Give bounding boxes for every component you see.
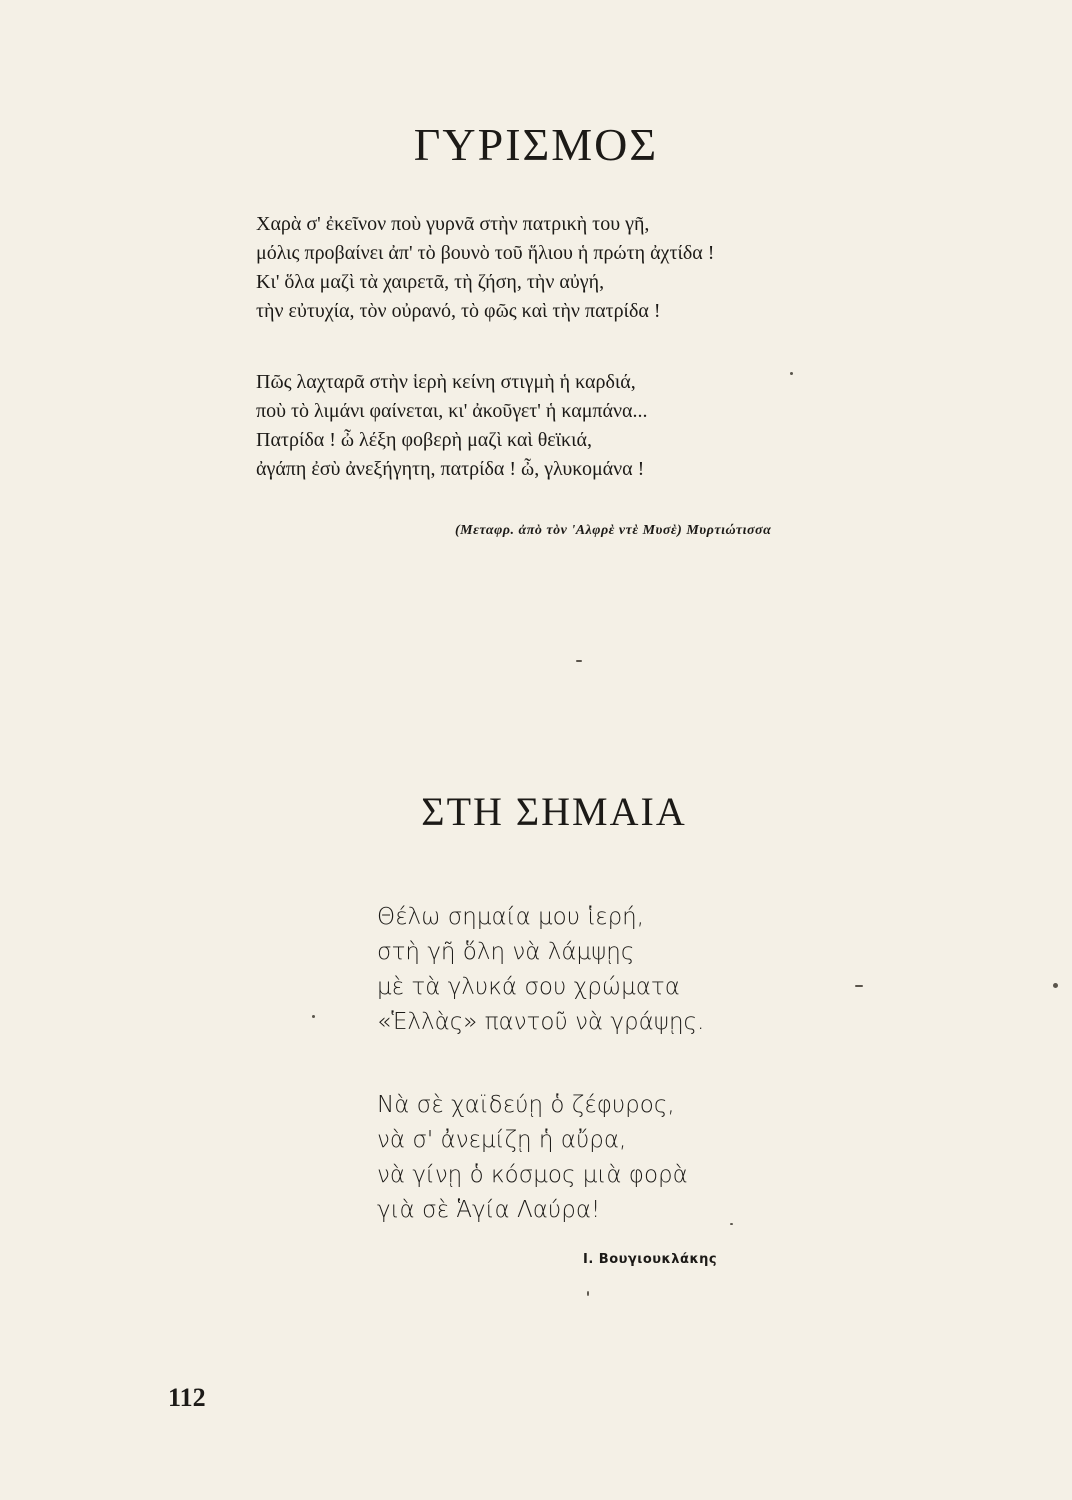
print-speck [730, 1223, 733, 1225]
stanza-2 [256, 368, 714, 484]
verse-line: γιὰ σὲ Ἁγία Λαύρα! [377, 1197, 601, 1223]
verse-line: Κι' ὅλα μαζὶ τὰ χαιρετᾶ, τὴ ζήση, τὴν αὐγή, [256, 271, 605, 293]
print-speck [312, 1015, 315, 1018]
verse-line: Πῶς λαχταρᾶ στὴν ἱερὴ κείνη στιγμὴ ἡ καρδιά, [256, 371, 636, 393]
verse-line: ἀγάπη ἐσὺ ἀνεξήγητη, πατρίδα ! ὦ, γλυκομάνα ! [256, 458, 645, 480]
verse-line: Πατρίδα ! ὦ λέξη φοβερὴ μαζὶ καὶ θεϊκιά, [256, 429, 592, 451]
poem-title-gyrismos: ΓΥΡΙΣΜΟΣ [413, 119, 659, 170]
verse-line: «Ἑλλὰς» παντοῦ νὰ γράψῃς. [377, 1009, 705, 1035]
verse-line: μόλις προβαίνει ἀπ' τὸ βουνὸ τοῦ ἥλιου ἡ πρώτη ἀχτίδα ! [256, 242, 715, 264]
verse-line: Χαρὰ σ' ἐκεῖνον ποὺ γυρνᾶ στὴν πατρικὴ του γῆ, [256, 213, 650, 235]
stanza-1 [256, 210, 714, 326]
translation-credit: (Μεταφρ. ἀπὸ τὸν 'Αλφρὲ ντὲ Μυσὲ) Μυρτιώτισσα [455, 523, 772, 538]
verse-line: Νὰ σὲ χαϊδεύῃ ὁ ζέφυρος, [377, 1092, 675, 1118]
stanza-2 [377, 1088, 704, 1228]
verse-line: νὰ σ' ἀνεμίζῃ ἡ αὔρα, [377, 1127, 627, 1153]
page-number: 112 [168, 1383, 206, 1412]
verse-line: μὲ τὰ γλυκά σου χρώματα [377, 974, 680, 1000]
print-speck [790, 372, 793, 375]
verse-line: νὰ γίνῃ ὁ κόσμος μιὰ φορὰ [377, 1162, 688, 1188]
verse-line: Θέλω σημαία μου ἱερή, [377, 904, 645, 930]
print-speck [587, 1291, 589, 1296]
poem-gyrismos [256, 210, 714, 484]
stanza-1 [377, 900, 704, 1040]
print-speck [576, 660, 582, 662]
verse-line: τὴν εὐτυχία, τὸν οὐρανό, τὸ φῶς καὶ τὴν πατρίδα ! [256, 300, 661, 322]
verse-line: ποὺ τὸ λιμάνι φαίνεται, κι' ἀκοῦγετ' ἡ καμπάνα... [256, 400, 648, 422]
print-speck [855, 985, 863, 987]
verse-line: στὴ γῆ ὅλη νὰ λάμψῃς [377, 939, 635, 965]
poem-title-sti-simaia: ΣΤΗ ΣΗΜΑΙΑ [421, 789, 687, 834]
print-speck [1053, 983, 1058, 988]
poem-sti-simaia [377, 900, 704, 1228]
author-credit: Ι. Βουγιουκλάκης [583, 1252, 718, 1267]
